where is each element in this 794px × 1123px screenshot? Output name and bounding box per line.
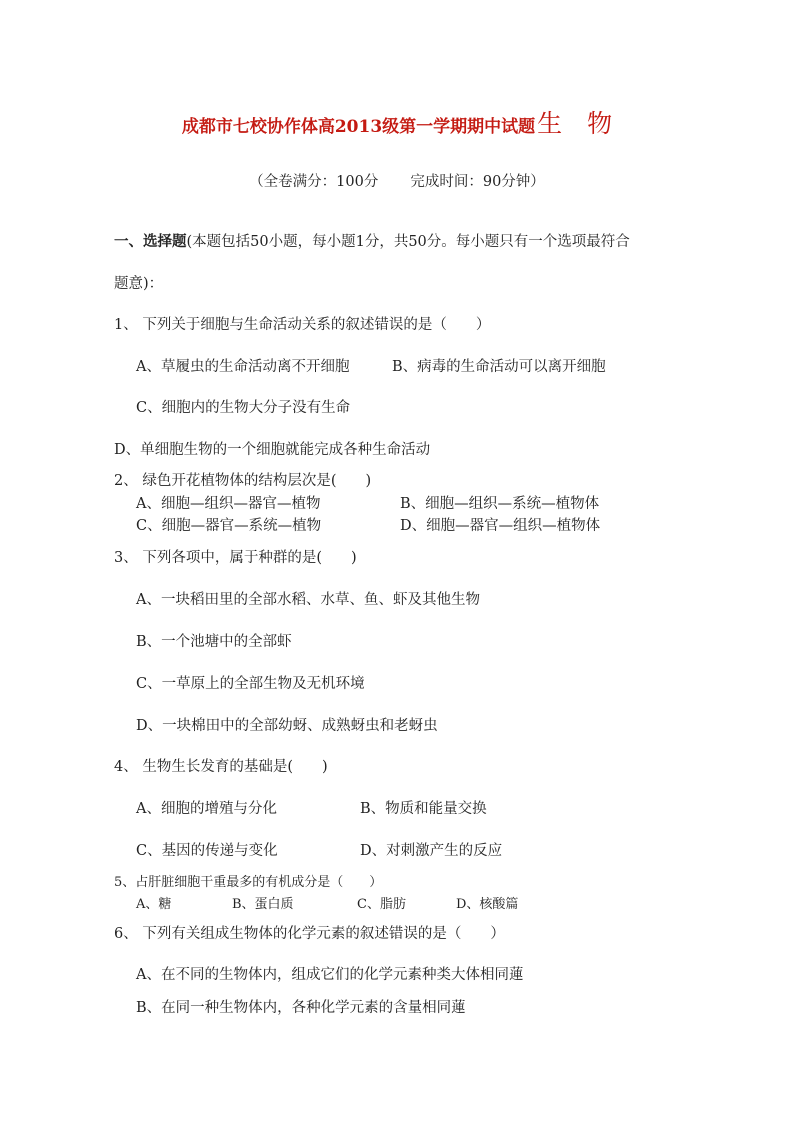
q6-option-b: B、在同一种生物体内，各种化学元素的含量相同蓮 — [136, 1000, 466, 1016]
title-main: 成都市七校协作体高2013级第一学期期中试题 — [181, 117, 536, 137]
q4-option-d: D、对刺激产生的反应 — [360, 843, 503, 859]
q1-option-a: A、草履虫的生命活动离不开细胞 — [136, 359, 350, 375]
q6-stem: 6、 下列有关组成生物体的化学元素的叙述错误的是（ ） — [114, 926, 505, 942]
q4-option-c: C、基因的传递与变化 — [136, 843, 278, 859]
q5-stem: 5、占肝脏细胞干重最多的有机成分是（ ） — [114, 875, 383, 890]
subtitle-score: （全卷满分：100分 — [249, 174, 379, 190]
q3-option-c: C、一草原上的全部生物及无机环境 — [136, 676, 365, 692]
q1-stem: 1、 下列关于细胞与生命活动关系的叙述错误的是（ ） — [114, 317, 491, 333]
page-subtitle — [0, 170, 794, 191]
q4-stem: 4、 生物生长发育的基础是( ) — [114, 759, 328, 775]
q2-stem: 2、 绿色开花植物体的结构层次是( ) — [114, 473, 372, 489]
q2-option-b: B、细胞—组织—系统—植物体 — [400, 496, 600, 512]
q1-option-c: C、细胞内的生物大分子没有生命 — [136, 400, 351, 416]
q2-option-a: A、细胞—组织—器官—植物 — [136, 496, 321, 512]
q3-option-a: A、一块稻田里的全部水稻、水草、鱼、虾及其他生物 — [136, 592, 480, 608]
title-subject: 生 物 — [537, 109, 613, 138]
page-title — [0, 104, 794, 140]
q2-option-d: D、细胞—器官—组织—植物体 — [400, 518, 601, 534]
section-label: 一、选择题 — [114, 233, 187, 250]
q4-option-a: A、细胞的增殖与分化 — [136, 801, 277, 817]
q5-option-b: B、蛋白质 — [232, 897, 294, 912]
q1-option-b: B、病毒的生命活动可以离开细胞 — [392, 359, 606, 375]
section-heading — [114, 232, 630, 252]
q3-stem: 3、 下列各项中，属于种群的是( ) — [114, 550, 357, 566]
section-desc-line2: 题意)： — [114, 276, 164, 292]
q5-option-c: C、脂肪 — [357, 897, 406, 912]
q3-option-b: B、一个池塘中的全部虾 — [136, 634, 292, 650]
q2-option-c: C、细胞—器官—系统—植物 — [136, 518, 322, 534]
q3-option-d: D、一块棉田中的全部幼蚜、成熟蚜虫和老蚜虫 — [136, 718, 438, 734]
q5-option-a: A、糖 — [136, 897, 172, 912]
section-desc-line1: (本题包括50小题，每小题1分，共50分。每小题只有一个选项最符合 — [186, 234, 630, 250]
q5-option-d: D、核酸篇 — [456, 897, 519, 912]
q6-option-a: A、在不同的生物体内，组成它们的化学元素种类大体相同蓮 — [136, 967, 524, 983]
q4-option-b: B、物质和能量交换 — [360, 801, 487, 817]
subtitle-time: 完成时间：90分钟） — [410, 174, 545, 190]
q1-option-d: D、单细胞生物的一个细胞就能完成各种生命活动 — [114, 442, 431, 458]
